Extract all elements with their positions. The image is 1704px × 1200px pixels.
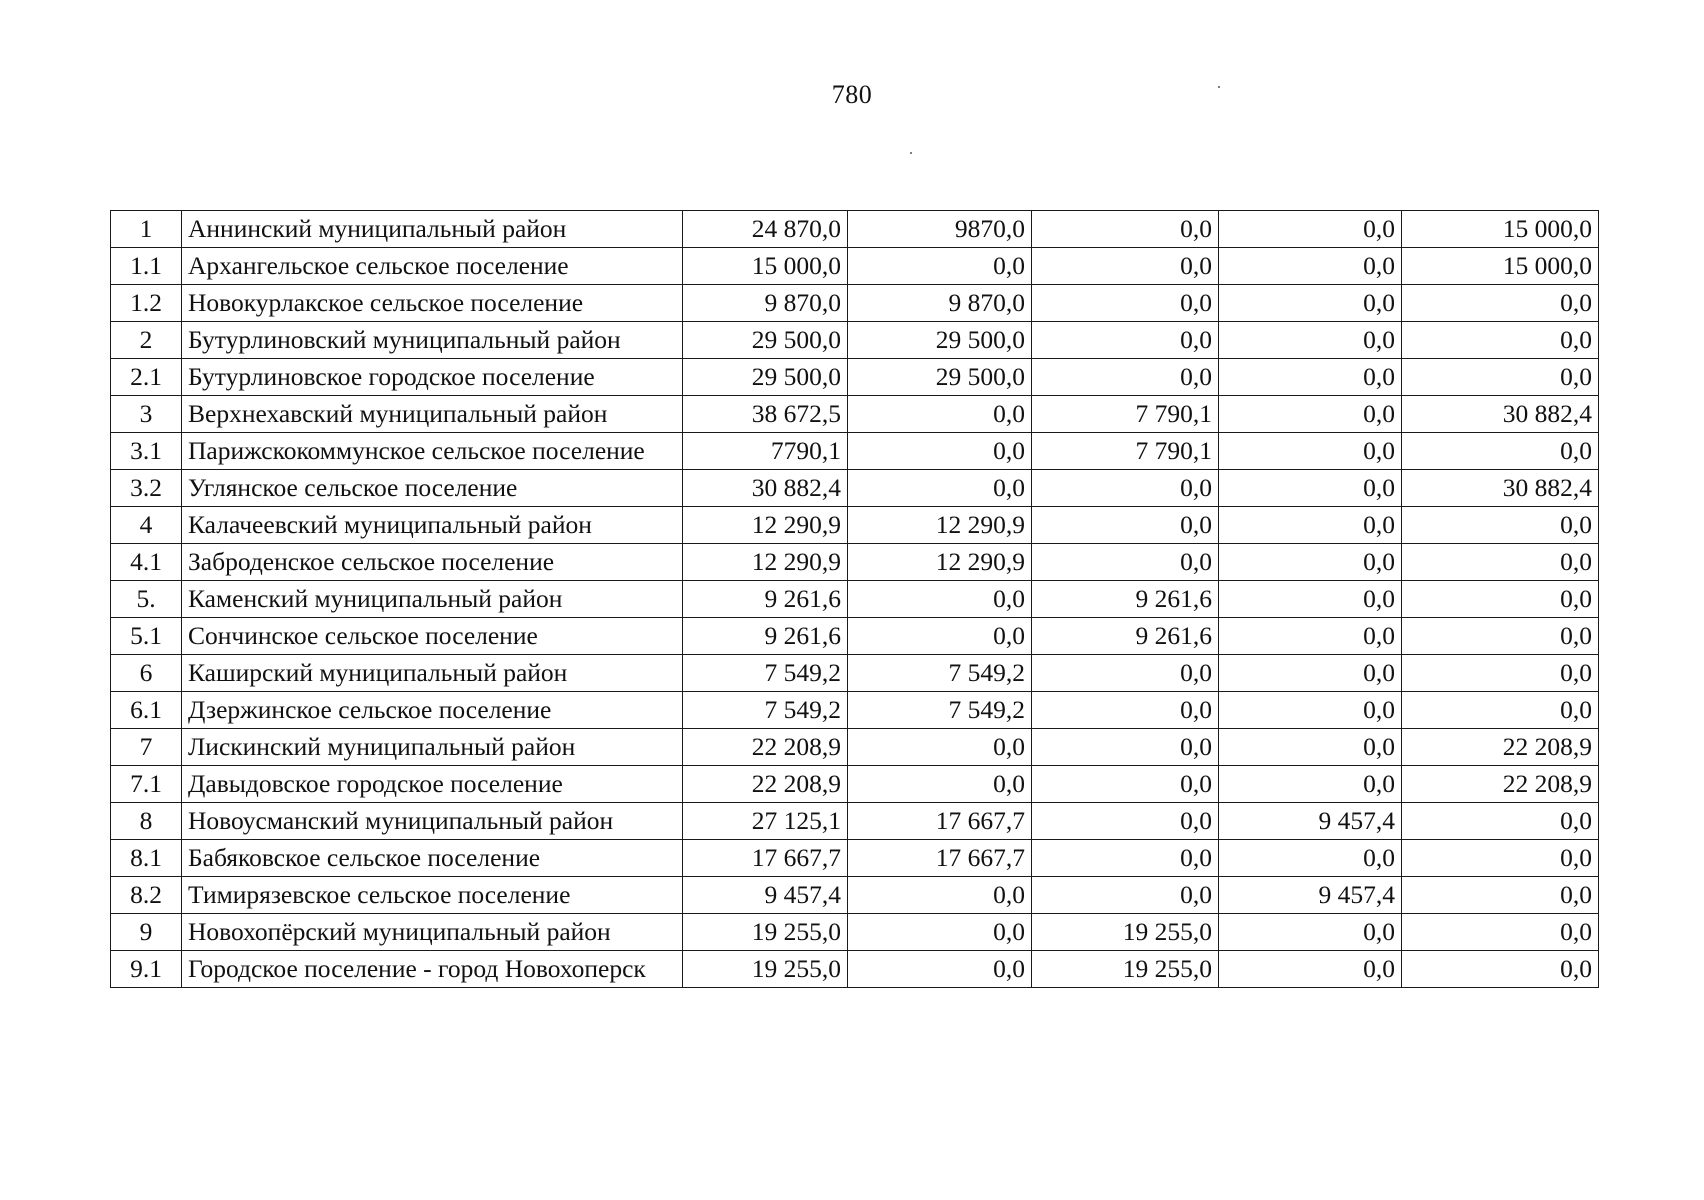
scan-speck: [910, 152, 912, 154]
table-row: [111, 618, 1599, 655]
row-number: 2: [111, 322, 182, 359]
municipality-name: Заброденское сельское поселение: [182, 544, 683, 581]
municipality-name: Бутурлиновский муниципальный район: [182, 322, 683, 359]
municipality-name: Бабяковское сельское поселение: [182, 840, 683, 877]
value-col3: 0,0: [1032, 359, 1219, 396]
page-number: 780: [831, 80, 873, 109]
municipality-name: Каменский муниципальный район: [182, 581, 683, 618]
value-col3: 0,0: [1032, 470, 1219, 507]
table-row: [111, 581, 1599, 618]
value-col5: 0,0: [1402, 581, 1599, 618]
value-col4: 0,0: [1219, 840, 1402, 877]
row-number: 4: [111, 507, 182, 544]
value-col2: 7 549,2: [848, 655, 1032, 692]
row-number: 3.2: [111, 470, 182, 507]
value-col2: 29 500,0: [848, 322, 1032, 359]
value-col3: 0,0: [1032, 692, 1219, 729]
table-row: [111, 655, 1599, 692]
value-col2: 0,0: [848, 470, 1032, 507]
row-number: 1: [111, 211, 182, 248]
value-col3: 0,0: [1032, 248, 1219, 285]
row-number: 2.1: [111, 359, 182, 396]
value-col4: 0,0: [1219, 655, 1402, 692]
value-col5: 22 208,9: [1402, 766, 1599, 803]
table-row: [111, 729, 1599, 766]
value-col4: 0,0: [1219, 248, 1402, 285]
value-col4: 0,0: [1219, 951, 1402, 988]
value-total: 9 261,6: [683, 618, 848, 655]
value-total: 7 549,2: [683, 655, 848, 692]
value-col4: 0,0: [1219, 396, 1402, 433]
value-col5: 0,0: [1402, 914, 1599, 951]
value-col4: 0,0: [1219, 766, 1402, 803]
value-col3: 0,0: [1032, 285, 1219, 322]
value-col4: 0,0: [1219, 322, 1402, 359]
value-col4: 0,0: [1219, 433, 1402, 470]
value-col2: 12 290,9: [848, 544, 1032, 581]
value-col2: 0,0: [848, 581, 1032, 618]
table-row: [111, 285, 1599, 322]
value-total: 19 255,0: [683, 951, 848, 988]
value-total: 9 870,0: [683, 285, 848, 322]
value-col5: 15 000,0: [1402, 211, 1599, 248]
row-number: 6.1: [111, 692, 182, 729]
municipality-name: Верхнехавский муниципальный район: [182, 396, 683, 433]
table-row: [111, 692, 1599, 729]
value-col3: 19 255,0: [1032, 951, 1219, 988]
municipality-name: Калачеевский муниципальный район: [182, 507, 683, 544]
value-col5: 0,0: [1402, 692, 1599, 729]
table-row: [111, 396, 1599, 433]
value-col2: 9 870,0: [848, 285, 1032, 322]
row-number: 8.1: [111, 840, 182, 877]
row-number: 7.1: [111, 766, 182, 803]
row-number: 9: [111, 914, 182, 951]
value-col5: 0,0: [1402, 951, 1599, 988]
value-col3: 7 790,1: [1032, 433, 1219, 470]
value-col4: 0,0: [1219, 359, 1402, 396]
value-col5: 0,0: [1402, 285, 1599, 322]
value-col2: 0,0: [848, 433, 1032, 470]
value-col2: 12 290,9: [848, 507, 1032, 544]
value-col3: 0,0: [1032, 729, 1219, 766]
row-number: 3: [111, 396, 182, 433]
value-col5: 0,0: [1402, 507, 1599, 544]
value-col2: 17 667,7: [848, 803, 1032, 840]
row-number: 1.1: [111, 248, 182, 285]
value-total: 9 457,4: [683, 877, 848, 914]
value-col3: 0,0: [1032, 766, 1219, 803]
value-col3: 0,0: [1032, 322, 1219, 359]
table-row: [111, 322, 1599, 359]
value-col3: 0,0: [1032, 544, 1219, 581]
value-col3: 0,0: [1032, 211, 1219, 248]
value-col2: 0,0: [848, 248, 1032, 285]
table-row: [111, 359, 1599, 396]
value-col5: 0,0: [1402, 322, 1599, 359]
table-row: [111, 840, 1599, 877]
value-col4: 0,0: [1219, 507, 1402, 544]
value-total: 22 208,9: [683, 766, 848, 803]
value-col4: 0,0: [1219, 618, 1402, 655]
row-number: 8: [111, 803, 182, 840]
budget-allocation-table: [110, 210, 1599, 988]
value-col3: 9 261,6: [1032, 618, 1219, 655]
value-col5: 0,0: [1402, 433, 1599, 470]
municipality-name: Каширский муниципальный район: [182, 655, 683, 692]
value-total: 38 672,5: [683, 396, 848, 433]
row-number: 1.2: [111, 285, 182, 322]
table-row: [111, 877, 1599, 914]
table-row: [111, 766, 1599, 803]
municipality-name: Бутурлиновское городское поселение: [182, 359, 683, 396]
value-col5: 0,0: [1402, 655, 1599, 692]
table-row: [111, 248, 1599, 285]
value-total: 17 667,7: [683, 840, 848, 877]
row-number: 3.1: [111, 433, 182, 470]
value-total: 22 208,9: [683, 729, 848, 766]
value-col2: 0,0: [848, 729, 1032, 766]
row-number: 7: [111, 729, 182, 766]
value-col5: 0,0: [1402, 840, 1599, 877]
value-col4: 0,0: [1219, 211, 1402, 248]
row-number: 5.1: [111, 618, 182, 655]
table-row: [111, 951, 1599, 988]
value-total: 12 290,9: [683, 507, 848, 544]
value-col5: 0,0: [1402, 877, 1599, 914]
value-total: 15 000,0: [683, 248, 848, 285]
table-row: [111, 433, 1599, 470]
value-col2: 0,0: [848, 618, 1032, 655]
value-total: 29 500,0: [683, 322, 848, 359]
value-total: 27 125,1: [683, 803, 848, 840]
value-col3: 0,0: [1032, 840, 1219, 877]
table-row: [111, 803, 1599, 840]
value-col2: 0,0: [848, 951, 1032, 988]
municipality-name: Дзержинское сельское поселение: [182, 692, 683, 729]
row-number: 5.: [111, 581, 182, 618]
value-col5: 0,0: [1402, 544, 1599, 581]
value-col4: 0,0: [1219, 470, 1402, 507]
row-number: 4.1: [111, 544, 182, 581]
municipality-name: Тимирязевское сельское поселение: [182, 877, 683, 914]
table-row: [111, 470, 1599, 507]
value-col3: 19 255,0: [1032, 914, 1219, 951]
value-col3: 0,0: [1032, 877, 1219, 914]
row-number: 9.1: [111, 951, 182, 988]
value-col4: 9 457,4: [1219, 877, 1402, 914]
municipality-name: Сончинское сельское поселение: [182, 618, 683, 655]
value-col4: 0,0: [1219, 285, 1402, 322]
value-col4: 9 457,4: [1219, 803, 1402, 840]
value-col3: 9 261,6: [1032, 581, 1219, 618]
table-row: [111, 211, 1599, 248]
value-col2: 0,0: [848, 914, 1032, 951]
value-col4: 0,0: [1219, 914, 1402, 951]
municipality-name: Новоусманский муниципальный район: [182, 803, 683, 840]
row-number: 6: [111, 655, 182, 692]
value-total: 12 290,9: [683, 544, 848, 581]
value-col5: 22 208,9: [1402, 729, 1599, 766]
value-col4: 0,0: [1219, 692, 1402, 729]
value-col4: 0,0: [1219, 729, 1402, 766]
scan-speck: [1218, 86, 1220, 88]
municipality-name: Углянское сельское поселение: [182, 470, 683, 507]
municipality-name: Новохопёрский муниципальный район: [182, 914, 683, 951]
value-col2: 17 667,7: [848, 840, 1032, 877]
table-body: [111, 211, 1599, 988]
value-col5: 0,0: [1402, 359, 1599, 396]
value-col5: 30 882,4: [1402, 396, 1599, 433]
municipality-name: Парижскокоммунское сельское поселение: [182, 433, 683, 470]
value-col2: 29 500,0: [848, 359, 1032, 396]
municipality-name: Лискинский муниципальный район: [182, 729, 683, 766]
row-number: 8.2: [111, 877, 182, 914]
value-col3: 0,0: [1032, 803, 1219, 840]
value-total: 9 261,6: [683, 581, 848, 618]
value-col5: 15 000,0: [1402, 248, 1599, 285]
value-total: 7 549,2: [683, 692, 848, 729]
value-total: 24 870,0: [683, 211, 848, 248]
value-col2: 9870,0: [848, 211, 1032, 248]
value-col2: 0,0: [848, 766, 1032, 803]
value-col3: 0,0: [1032, 507, 1219, 544]
value-col2: 0,0: [848, 396, 1032, 433]
table-row: [111, 544, 1599, 581]
value-col5: 0,0: [1402, 618, 1599, 655]
value-col3: 7 790,1: [1032, 396, 1219, 433]
value-col5: 30 882,4: [1402, 470, 1599, 507]
value-total: 19 255,0: [683, 914, 848, 951]
table-row: [111, 914, 1599, 951]
municipality-name: Новокурлакское сельское поселение: [182, 285, 683, 322]
value-total: 7790,1: [683, 433, 848, 470]
municipality-name: Давыдовское городское поселение: [182, 766, 683, 803]
value-col2: 0,0: [848, 877, 1032, 914]
municipality-name: Городское поселение - город Новохоперск: [182, 951, 683, 988]
value-total: 30 882,4: [683, 470, 848, 507]
value-col5: 0,0: [1402, 803, 1599, 840]
value-total: 29 500,0: [683, 359, 848, 396]
municipality-name: Аннинский муниципальный район: [182, 211, 683, 248]
municipality-name: Архангельское сельское поселение: [182, 248, 683, 285]
value-col4: 0,0: [1219, 544, 1402, 581]
value-col4: 0,0: [1219, 581, 1402, 618]
value-col3: 0,0: [1032, 655, 1219, 692]
table-row: [111, 507, 1599, 544]
value-col2: 7 549,2: [848, 692, 1032, 729]
